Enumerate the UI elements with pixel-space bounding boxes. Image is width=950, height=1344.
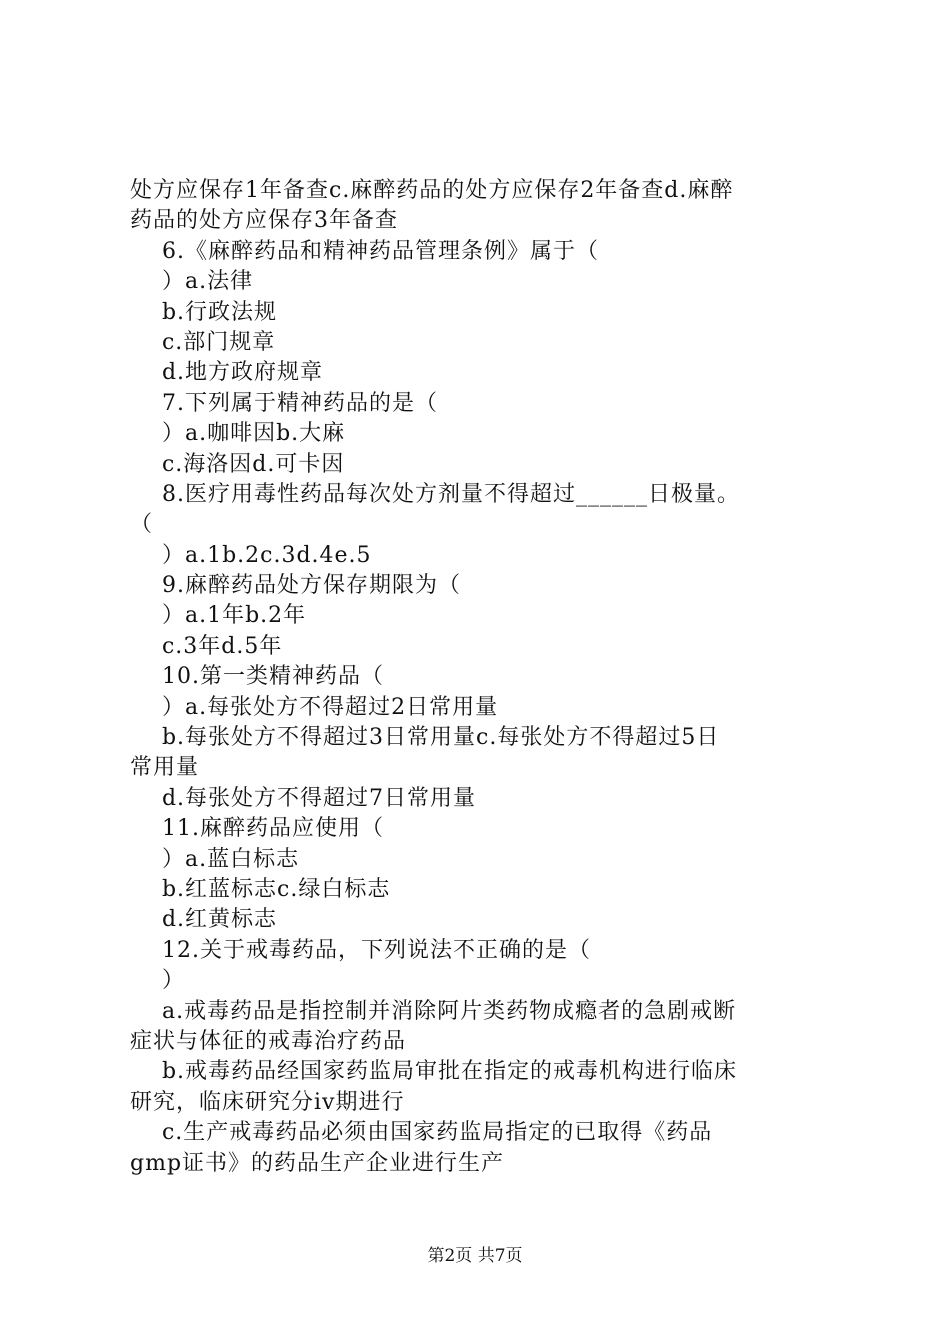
option-line: d.每张处方不得超过7日常用量 [130,785,477,811]
option-line: d.红黄标志 [130,907,278,933]
option-line: ）a.蓝白标志 [130,846,300,872]
text-line: 症状与体征的戒毒治疗药品 [130,1028,407,1054]
question-12: 12.关于戒毒药品，下列说法不正确的是（ [130,937,591,963]
page-footer: 第2页 共7页 [427,1246,523,1266]
option-line: a.戒毒药品是指控制并消除阿片类药物成瘾者的急剧戒断 [130,998,737,1024]
option-line: c.海洛因d.可卡因 [130,451,345,477]
question-8: 8.医疗用毒性药品每次处方剂量不得超过______日极量。 [130,481,740,507]
text-line: 药品的处方应保存3年备查 [130,208,398,234]
option-line: ）a.每张处方不得超过2日常用量 [130,694,499,720]
text-line: 处方应保存1年备查c.麻醉药品的处方应保存2年备查d.麻醉 [130,178,734,203]
option-line: b.每张处方不得超过3日常用量c.每张处方不得超过5日 [130,725,720,751]
option-line: ）a.咖啡因b.大麻 [130,421,346,447]
question-10: 10.第一类精神药品（ [130,664,384,690]
text-line: 常用量 [130,755,200,781]
option-line: ）a.1年b.2年 [130,603,307,629]
option-line: c.生产戒毒药品必须由国家药监局指定的已取得《药品 [130,1120,713,1146]
option-line: c.3年d.5年 [130,633,283,659]
question-11: 11.麻醉药品应使用（ [130,816,384,842]
option-line: c.部门规章 [130,329,276,355]
question-7: 7.下列属于精神药品的是（ [130,390,438,416]
option-line: ） [130,968,185,994]
text-line: （ [130,512,154,538]
option-line: b.行政法规 [130,299,278,325]
option-line: ）a.1b.2c.3d.4e.5 [130,542,372,568]
question-6: 6.《麻醉药品和精神药品管理条例》属于（ [130,238,599,264]
option-line: ）a.法律 [130,269,254,295]
option-line: b.红蓝标志c.绿白标志 [130,876,391,902]
option-line: b.戒毒药品经国家药监局审批在指定的戒毒机构进行临床 [130,1059,738,1085]
option-line: d.地方政府规章 [130,360,324,386]
document-body [130,176,830,1179]
question-9: 9.麻醉药品处方保存期限为（ [130,573,461,599]
text-line: gmp证书》的药品生产企业进行生产 [130,1150,505,1176]
text-line: 研究，临床研究分iv期进行 [130,1089,405,1115]
